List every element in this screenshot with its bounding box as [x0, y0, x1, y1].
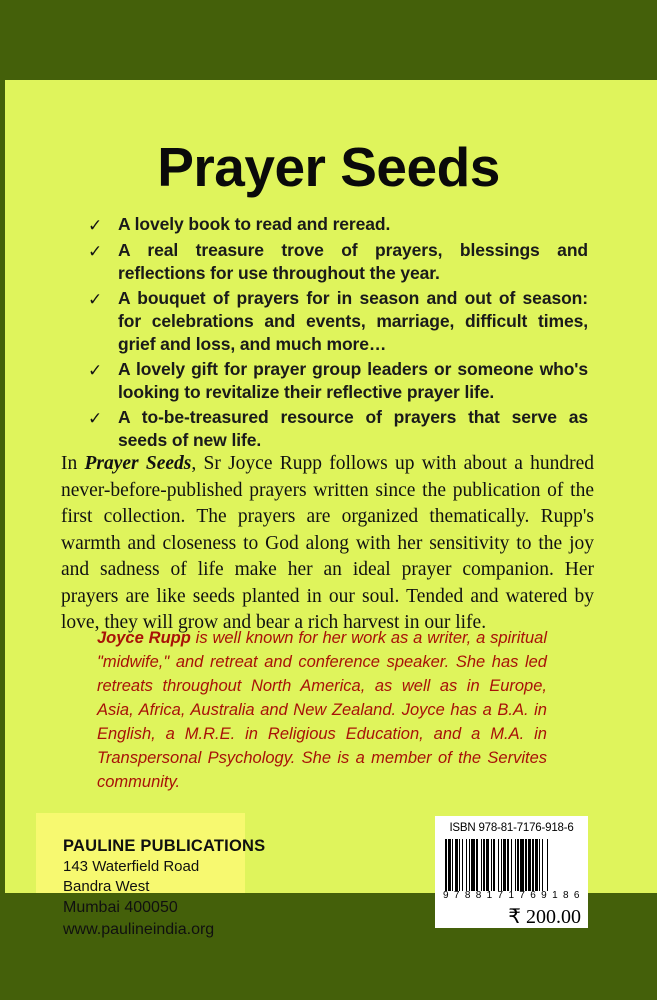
barcode-digit: 7 [497, 890, 504, 901]
description-body: , Sr Joyce Rupp follows up with about a hundred never-before-published prayers written since the publication of the first collection. The prayers are organized thematically. Rupp's warmth and closeness to God along with her sensitivity to the joy and sadness of life make her an ideal prayer companion. Her prayers are like seeds planted in our soul. Tended and watered by love, they will grow and bear a rich harvest in our life. [61, 453, 594, 633]
check-icon: ✓ [88, 242, 103, 261]
list-item-text: A lovely book to read and reread. [118, 214, 391, 234]
list-item [88, 213, 588, 237]
barcode-digit: 6 [573, 890, 580, 901]
barcode-digit-row [443, 890, 580, 901]
barcode-digit: 8 [464, 890, 471, 901]
author-name: Joyce Rupp [97, 629, 191, 647]
barcode-digit: 1 [508, 890, 515, 901]
price-label: ₹ 200.00 [508, 906, 581, 928]
barcode-digit: 6 [530, 890, 537, 901]
book-description [61, 451, 594, 637]
list-item [88, 358, 588, 404]
publisher-address-line-1: 143 Waterfield Road [63, 858, 200, 875]
list-item [88, 406, 588, 452]
list-item-text: A lovely gift for prayer group leaders or someone who's looking to revitalize their reflective prayer life. [118, 359, 588, 402]
list-item [88, 239, 588, 285]
barcode-digit: 1 [486, 890, 493, 901]
list-item [88, 287, 588, 356]
publisher-website: www.paulineindia.org [63, 921, 215, 938]
barcode-digit: 9 [443, 890, 450, 901]
barcode-digit: 9 [541, 890, 548, 901]
barcode-digit: 7 [519, 890, 526, 901]
description-title-emphasis: Prayer Seeds [84, 453, 192, 474]
barcode-digit: 7 [453, 890, 460, 901]
list-item-text: A bouquet of prayers for in season and out of season: for celebrations and events, marriage, difficult times, grief and loss, and much more… [118, 288, 588, 354]
list-item-text: A real treasure trove of prayers, blessings and reflections for use throughout the year. [118, 240, 588, 283]
publisher-address-line-2: Bandra West [63, 878, 150, 895]
barcode-digit: 1 [552, 890, 559, 901]
publisher-address-line-3: Mumbai 400050 [63, 899, 178, 916]
barcode-bars-graphic [445, 839, 578, 891]
check-icon: ✓ [88, 361, 103, 380]
publisher-name: PAULINE PUBLICATIONS [63, 837, 266, 855]
book-title: Prayer Seeds [157, 136, 500, 198]
check-icon: ✓ [88, 290, 103, 309]
check-icon: ✓ [88, 409, 103, 428]
author-bio-text: is well known for her work as a writer, a spiritual "midwife," and retreat and conference speaker. She has led retreats throughout North America, as well as in Europe, Asia, Africa, Australia and New Zealand. Joyce has a B.A. in English, a M.R.E. in Religious Education, and a M.A. in Transpersonal Psychology. She is a member of the Servites community. [97, 629, 547, 791]
barcode-digit: 8 [562, 890, 570, 901]
check-icon: ✓ [88, 216, 103, 235]
list-item-text: A to-be-treasured resource of prayers that serve as seeds of new life. [118, 407, 588, 450]
barcode-digit: 8 [475, 890, 482, 901]
description-lead-in: In [61, 453, 85, 474]
publisher-block [63, 836, 393, 941]
author-biography [97, 626, 547, 794]
feature-bullet-list [88, 213, 588, 454]
top-green-band [0, 0, 657, 80]
barcode-panel [435, 816, 588, 928]
isbn-label: ISBN 978-81-7176-918-6 [449, 822, 574, 834]
